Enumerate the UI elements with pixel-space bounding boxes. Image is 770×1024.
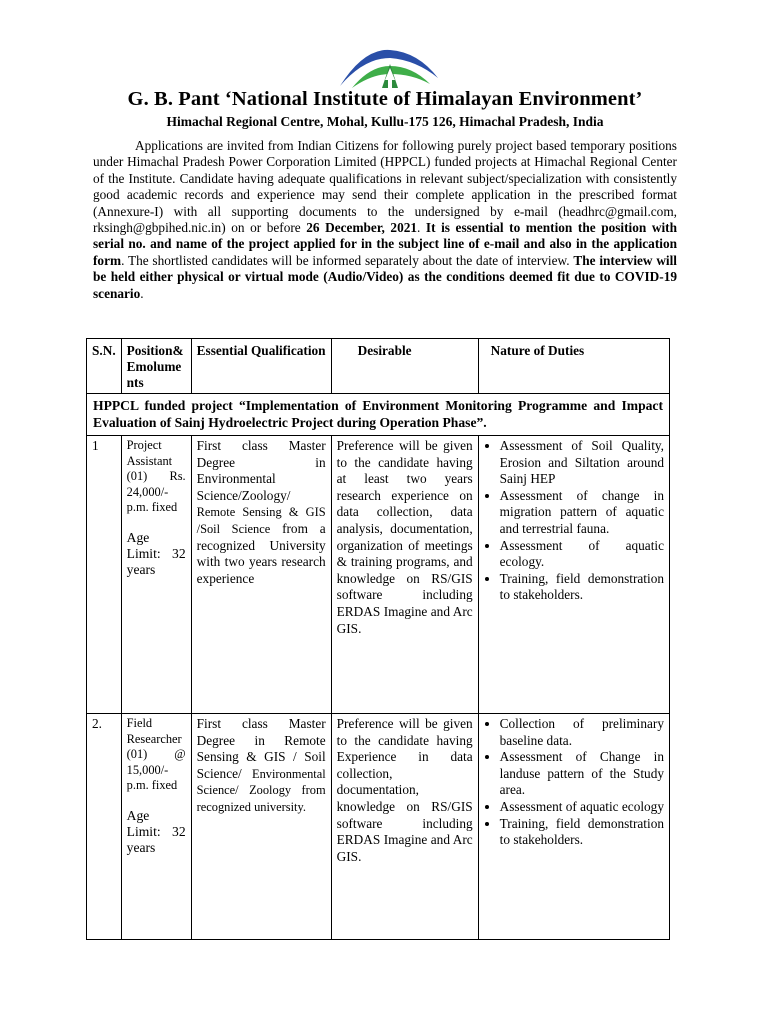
row-sn: 2. bbox=[87, 714, 122, 940]
duty-item: • Assessment of change in migration pattern of aquatic and terrestrial fauna. bbox=[500, 488, 664, 538]
duty-item: • Training, field demonstration to stakeholders. bbox=[500, 816, 664, 849]
duty-item: • Assessment of aquatic ecology bbox=[500, 799, 664, 816]
row-qualification bbox=[191, 436, 331, 714]
table-row bbox=[87, 436, 670, 714]
header-position: Position& Emolume nts bbox=[121, 339, 191, 394]
row-position bbox=[121, 436, 191, 714]
centre-address: Himachal Regional Centre, Mohal, Kullu-175 126, Himachal Pradesh, India bbox=[166, 114, 604, 129]
intro-text-4: . bbox=[140, 285, 144, 301]
header-duties: Nature of Duties bbox=[478, 339, 669, 394]
row-desirable: Preference will be given to the candidate having Experience in data collection, documentation, knowledge on RS/GIS software including ERDAS Imagine and Arc GIS. bbox=[331, 714, 478, 940]
header-qualification: Essential Qualification bbox=[191, 339, 331, 394]
subject-line-instruction: It is essential to mention the position with serial no. and name of the project applied for in the subject line of e-mail and also in the application form bbox=[93, 220, 677, 268]
position-emoluments: Field Researcher (01) @ 15,000/- p.m. fixed bbox=[126, 716, 186, 793]
header-sn: S.N. bbox=[87, 339, 122, 394]
qualification-text-2: Remote Sensing & GIS /Soil Science bbox=[196, 505, 326, 536]
duties-list bbox=[484, 438, 664, 604]
age-limit: Age Limit: 32 years bbox=[126, 807, 186, 855]
table-header-row bbox=[87, 339, 670, 394]
duty-item: • Training, field demonstration to stakeholders. bbox=[500, 571, 664, 604]
institute-logo-icon bbox=[334, 44, 444, 90]
row-position bbox=[121, 714, 191, 940]
project-title: HPPCL funded project “Implementation of Environment Monitoring Programme and Impact Evaluation of Sainj Hydroelectric Project during Operation Phase”. bbox=[87, 394, 670, 436]
intro-text-2: . bbox=[417, 220, 426, 236]
qualification-text-1: First class Master Degree in Remote Sensing & GIS / Soil Science/ bbox=[196, 716, 326, 781]
intro-text-1: Applications are invited from Indian Citizens for following purely project based temporary positions under Himachal Pradesh Power Corporation Limited (HPPCL) funded projects at Himachal Regional Center of the Institute. Candidate having adequate qualifications in relevant subject/specialization with consistently good academic records and experience may send their complete application in the prescribed format (Annexure-I) with all supporting documents to the undersigned by e-mail (headhrc@gmail.com, rksingh@gbpihed.nic.in) on or before bbox=[93, 138, 677, 236]
positions-table bbox=[86, 338, 670, 940]
qualification-text-1: First class Master Degree in Environmental Science/Zoology/ bbox=[196, 438, 326, 503]
intro-text-3: . The shortlisted candidates will be informed separately about the date of interview. bbox=[121, 252, 574, 268]
intro-paragraph bbox=[93, 138, 677, 302]
duty-item: • Assessment of Change in landuse pattern of the Study area. bbox=[500, 749, 664, 799]
qualification-text-3: from a recognized University with two years research experience bbox=[196, 520, 326, 586]
duties-list bbox=[484, 716, 664, 849]
row-duties bbox=[478, 436, 669, 714]
row-qualification bbox=[191, 714, 331, 940]
age-limit: Age Limit: 32 years bbox=[126, 529, 186, 577]
row-duties bbox=[478, 714, 669, 940]
interview-mode-note: The interview will be held either physical or virtual mode (Audio/Video) as the conditions deemed fit due to COVID-19 scenario bbox=[93, 252, 678, 301]
project-title-row bbox=[87, 394, 670, 436]
qualification-text-2: Environmental Science/ Zoology from recognized university. bbox=[196, 766, 326, 814]
table-row bbox=[87, 714, 670, 940]
row-sn: 1 bbox=[87, 436, 122, 714]
row-desirable: Preference will be given to the candidate having at least two years research experience on data collection, data analysis, documentation, organization of meetings & training programs, and knowledge on RS/GIS software including ERDAS Imagine and Arc GIS. bbox=[331, 436, 478, 714]
duty-item: • Collection of preliminary baseline data. bbox=[500, 716, 664, 749]
position-emoluments: Project Assistant (01) Rs. 24,000/- p.m. fixed bbox=[126, 438, 186, 515]
duty-item: • Assessment of Soil Quality, Erosion and Siltation around Sainj HEP bbox=[500, 438, 664, 488]
header-desirable: Desirable bbox=[331, 339, 478, 394]
application-deadline: 26 December, 2021 bbox=[306, 220, 418, 236]
institute-title: G. B. Pant ‘National Institute of Himalayan Environment’ bbox=[127, 88, 643, 110]
duty-item: • Assessment of aquatic ecology. bbox=[500, 538, 664, 571]
